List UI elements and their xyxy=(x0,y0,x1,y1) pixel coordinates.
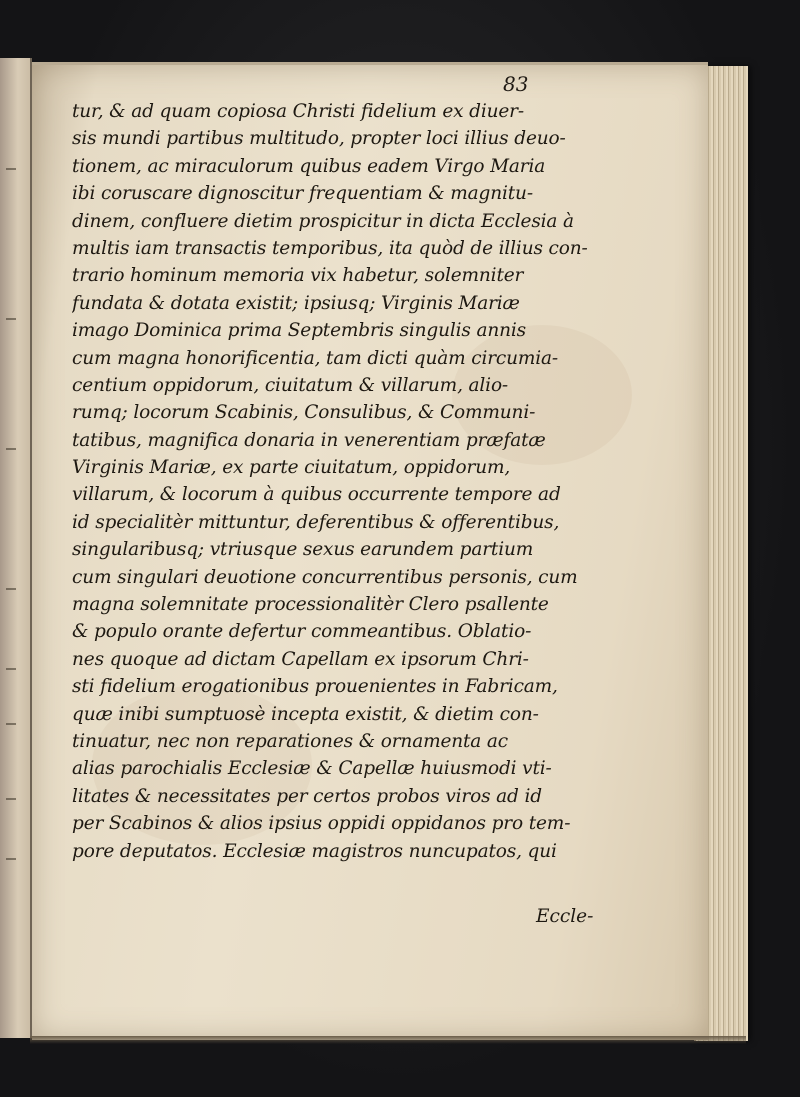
text-line: cum magna honorificentia, tam dicti quàm circumia- xyxy=(72,347,559,369)
page-bottom-shadow xyxy=(30,1036,746,1044)
text-line: tionem, ac miraculorum quibus eadem Virgo Maria xyxy=(72,155,546,177)
facing-page-ink-mark xyxy=(6,668,16,670)
text-line: fundata & dotata existit; ipsiusq; Virginis Mariæ xyxy=(72,292,520,314)
facing-page-ink-mark xyxy=(6,798,16,800)
text-line: villarum, & locorum à quibus occurrente tempore ad xyxy=(72,484,561,506)
facing-page-ink-mark xyxy=(6,858,16,860)
text-line: alias parochialis Ecclesiæ & Capellæ huiusmodi vti- xyxy=(72,758,552,780)
text-line: multis iam transactis temporibus, ita quòd de illius con- xyxy=(72,237,588,259)
text-line: singularibusq; vtriusque sexus earundem partium xyxy=(72,539,534,561)
text-line: & populo orante defertur commeantibus. Oblatio- xyxy=(72,621,532,643)
text-line: Virginis Mariæ, ex parte ciuitatum, oppidorum, xyxy=(72,457,511,479)
facing-page-ink-mark xyxy=(6,588,16,590)
text-line: id specialitèr mittuntur, deferentibus & offerentibus, xyxy=(72,511,560,533)
text-line: nes quoque ad dictam Capellam ex ipsorum Chri- xyxy=(72,648,529,670)
text-line: trario hominum memoria vix habetur, solemniter xyxy=(72,265,524,287)
text-line: dinem, confluere dietim prospicitur in dicta Ecclesia à xyxy=(72,210,574,232)
text-line: sis mundi partibus multitudo, propter loci illius deuo- xyxy=(72,128,566,150)
catchword: Eccle- xyxy=(536,906,594,927)
text-line: tatibus, magnifica donaria in venerentiam præfatæ xyxy=(72,429,546,451)
text-line: rumq; locorum Scabinis, Consulibus, & Communi- xyxy=(72,402,536,424)
text-line: per Scabinos & alios ipsius oppidi oppidanos pro tem- xyxy=(72,813,571,835)
facing-page-ink-mark xyxy=(6,168,16,170)
text-line: litates & necessitates per certos probos viros ad id xyxy=(72,785,542,807)
text-line: tur, & ad quam copiosa Christi fidelium ex diuer- xyxy=(72,101,524,122)
text-line: centium oppidorum, ciuitatum & villarum, alio- xyxy=(72,374,509,396)
text-line: ibi coruscare dignoscitur frequentiam & magnitu- xyxy=(72,183,533,205)
facing-page-edge xyxy=(0,58,32,1038)
facing-page-ink-mark xyxy=(6,723,16,725)
text-line: cum singulari deuotione concurrentibus personis, cum xyxy=(72,566,578,588)
page-number: 83 xyxy=(503,72,529,96)
text-line: tinuatur, nec non reparationes & ornamenta ac xyxy=(72,730,509,752)
text-line: sti fidelium erogationibus prouenientes in Fabricam, xyxy=(72,676,558,698)
text-line: quæ inibi sumptuosè incepta existit, & dietim con- xyxy=(72,703,539,725)
text-line: magna solemnitate processionalitèr Clero psallente xyxy=(72,594,549,616)
body-text xyxy=(72,98,646,865)
facing-page-ink-mark xyxy=(6,448,16,450)
text-line: pore deputatos. Ecclesiæ magistros nuncupatos, qui xyxy=(72,840,557,862)
facing-page-ink-mark xyxy=(6,318,16,320)
text-line: imago Dominica prima Septembris singulis annis xyxy=(72,320,526,342)
